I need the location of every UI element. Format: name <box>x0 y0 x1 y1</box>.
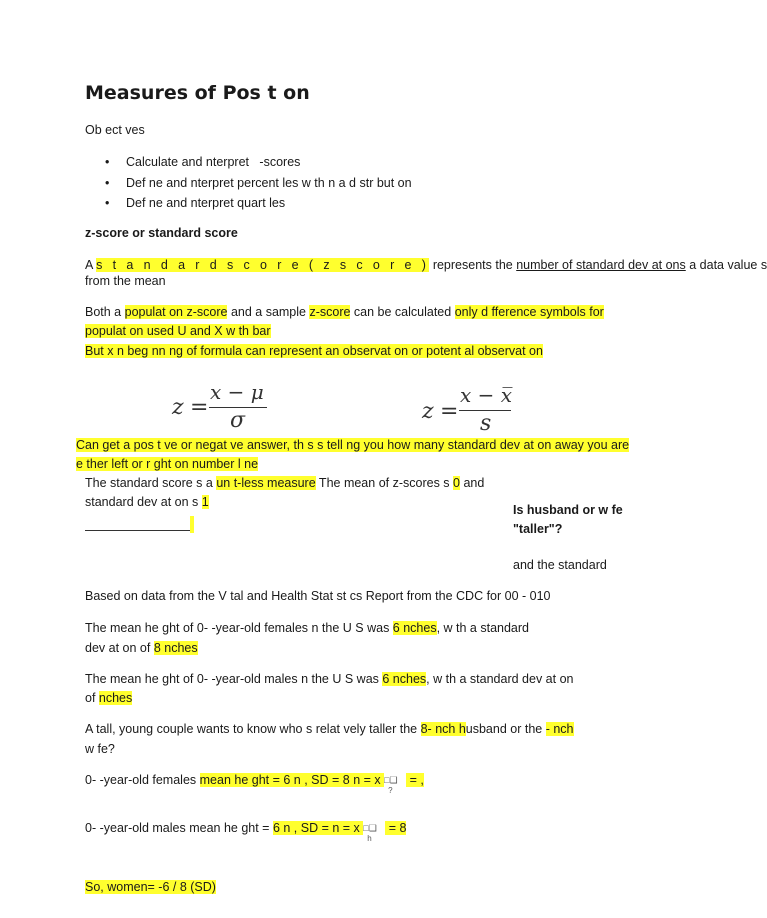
list-item: • Calculate and nterpret -scores <box>105 152 412 173</box>
standard-score-line-2: standard dev at on s 1 <box>85 495 209 509</box>
bullet-icon: • <box>105 155 110 169</box>
highlight-term: s t a n d a r d s c o r e ( z s c o r e ) <box>96 258 430 272</box>
objectives-heading: Ob ect ves <box>85 123 145 137</box>
can-get-line-2: e ther left or r ght on number l ne <box>76 457 259 471</box>
list-item: • Def ne and nterpret quart les <box>105 193 412 214</box>
mean-males-line-2: of nches <box>85 691 133 705</box>
mean-males-line-1: The mean he ght of 0- -year-old males n the U S was 6 nches, w th a standard dev at on <box>85 672 574 686</box>
list-item: • Def ne and nterpret percent les w th n a d str but on <box>105 173 412 194</box>
both-para-line-1: Both a populat on z-score and a sample z-score can be calculated only d fference symbols for <box>85 305 604 319</box>
highlight-mark <box>190 516 194 533</box>
symbol-placeholder-icon: □❑ h <box>363 823 377 843</box>
objectives-list <box>105 152 412 214</box>
side-question-line-2: "taller"? <box>513 522 563 536</box>
both-para-line-3: But x n beg nn ng of formula can represent an observat on or potent al observat on <box>85 344 543 358</box>
definition-line-1: A s t a n d a r d s c o r e ( z s c o r e ) represents the number of standard dev at ons a data value s <box>85 258 767 272</box>
section-heading-zscore: z-score or standard score <box>85 226 238 240</box>
symbol-placeholder-icon: □❑ ? <box>384 775 398 795</box>
population-z-formula: z = x − μ σ <box>172 383 282 435</box>
standard-score-line-1: The standard score s a un t-less measure The mean of z-scores s 0 and <box>85 476 485 490</box>
couple-line-2: w fe? <box>85 742 115 756</box>
bullet-icon: • <box>105 196 110 210</box>
side-question-line-1: Is husband or w fe <box>513 503 623 517</box>
definition-line-2: from the mean <box>85 274 166 288</box>
mean-females-line-1: The mean he ght of 0- -year-old females n the U S was 6 nches, w th a standard <box>85 621 529 635</box>
blank-line <box>85 530 191 531</box>
can-get-line-1: Can get a pos t ve or negat ve answer, th s s tell ng you how many standard dev at on away you are <box>76 438 630 452</box>
calc-males-line: 0- -year-old males mean he ght = 6 n , SD = n = x □❑ h = 8 <box>85 821 407 843</box>
underlined-phrase: number of standard dev at ons <box>516 258 686 272</box>
couple-line-1: A tall, young couple wants to know who s relat vely taller the 8- nch husband or the - nch <box>85 722 574 736</box>
mean-females-line-2: dev at on of 8 nches <box>85 641 198 655</box>
both-para-line-2: populat on used U and X w th bar <box>85 324 271 338</box>
sample-z-formula: z = x − x̅ s <box>422 383 513 436</box>
so-women-line: So, women= -6 / 8 (SD) <box>85 880 216 894</box>
side-note: and the standard <box>513 558 607 572</box>
bullet-icon: • <box>105 175 110 190</box>
based-on-line: Based on data from the V tal and Health Stat st cs Report from the CDC for 00 - 010 <box>85 589 551 603</box>
calc-females-line: 0- -year-old females mean he ght = 6 n , SD = 8 n = x □❑ ? = , <box>85 773 424 795</box>
page-title: Measures of Pos t on <box>85 82 310 104</box>
